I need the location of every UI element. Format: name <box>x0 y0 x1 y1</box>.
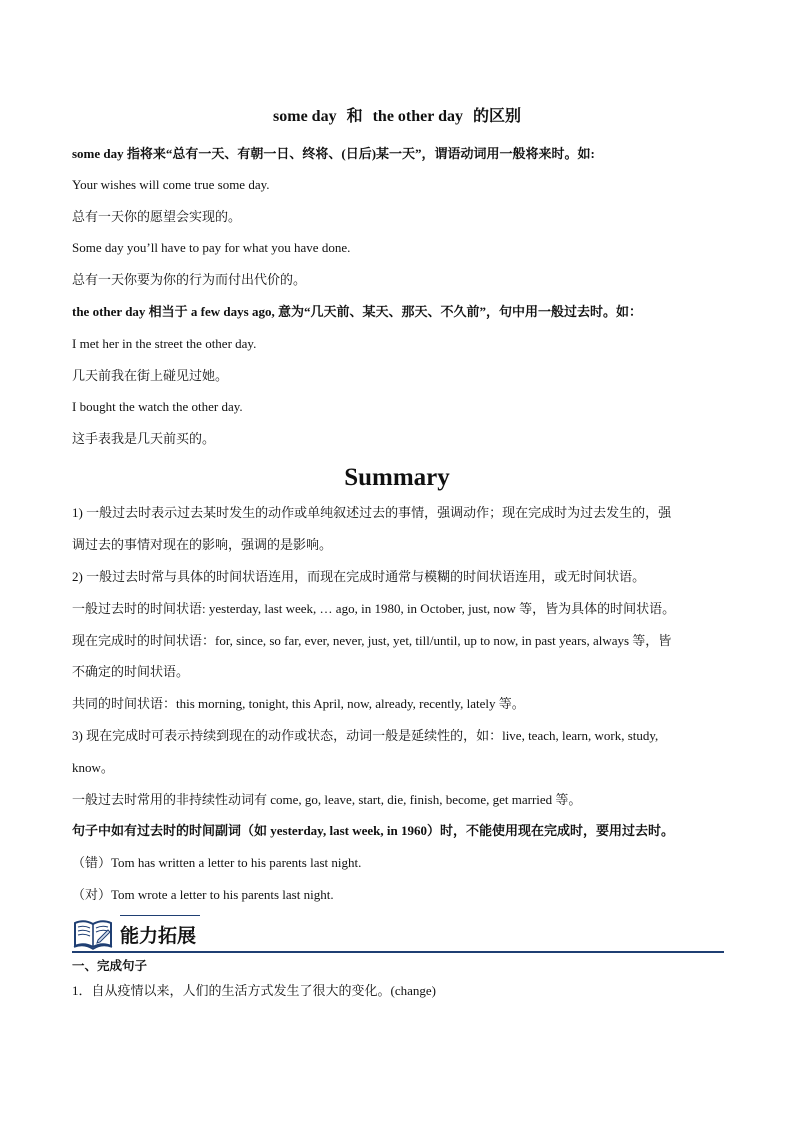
section-bottom-rule <box>72 951 724 953</box>
summary-line: 3) 现在完成时可表示持续到现在的动作或状态，动词一般是延续性的，如：live, teach, learn, work, study, <box>72 728 659 743</box>
title-part-2: 和 <box>346 108 363 125</box>
title-part-1: some day <box>273 108 337 125</box>
exercise-question-1: 1．自从疫情以来，人们的生活方式发生了很大的变化。(change) <box>72 983 436 998</box>
title-part-3: the other day <box>372 108 463 125</box>
text-line: the other day 相当于 a few days ago, 意为“几天前、某天、那天、不久前”，句中用一般过去时。如： <box>72 304 642 319</box>
text-line: some day 指将来“总有一天、有朝一日、终将、(日后)某一天”，谓语动词用一般将来时。如: <box>72 146 595 161</box>
summary-line: 2) 一般过去时常与具体的时间状语连用，而现在完成时通常与模糊的时间状语连用，或无时间状语。 <box>72 569 646 584</box>
text-line: 总有一天你要为你的行为而付出代价的。 <box>72 272 307 287</box>
text-line: 几天前我在街上碰见过她。 <box>72 368 229 383</box>
summary-line: 现在完成时的时间状语：for, since, so far, ever, never, just, yet, till/until, up to now, in past years, always 等，皆 <box>72 633 672 648</box>
section-title: 能力拓展 <box>120 925 197 947</box>
title-part-4: 的区别 <box>472 108 521 125</box>
text-line: Your wishes will come true some day. <box>72 177 270 192</box>
page-title <box>0 106 794 128</box>
summary-line: 不确定的时间状语。 <box>72 664 190 679</box>
summary-line: （对）Tom wrote a letter to his parents last night. <box>72 887 334 902</box>
text-line: Some day you’ll have to pay for what you have done. <box>72 240 351 255</box>
summary-line: 1) 一般过去时表示过去某时发生的动作或单纯叙述过去的事情，强调动作；现在完成时为过去发生的，强 <box>72 505 672 520</box>
summary-line: 共同的时间状语：this morning, tonight, this April, now, already, recently, lately 等。 <box>72 696 525 711</box>
exercise-heading: 一、完成句子 <box>72 958 148 973</box>
summary-line: 一般过去时常用的非持续性动词有 come, go, leave, start, die, finish, become, get married 等。 <box>72 792 582 807</box>
text-line: 这手表我是几天前买的。 <box>72 431 216 446</box>
book-icon <box>72 916 114 950</box>
section-header <box>72 913 724 953</box>
summary-line: 句子中如有过去时的时间副词（如 yesterday, last week, in 1960）时，不能使用现在完成时，要用过去时。 <box>72 823 674 838</box>
summary-line: （错）Tom has written a letter to his parents last night. <box>72 855 362 870</box>
summary-line: 一般过去时的时间状语: yesterday, last week, … ago, in 1980, in October, just, now 等，皆为具体的时间状语。 <box>72 601 676 616</box>
text-line: 总有一天你的愿望会实现的。 <box>72 209 242 224</box>
text-line: I bought the watch the other day. <box>72 399 243 414</box>
summary-line: know。 <box>72 760 114 775</box>
summary-line: 调过去的事情对现在的影响，强调的是影响。 <box>72 537 333 552</box>
text-line: I met her in the street the other day. <box>72 336 257 351</box>
section-top-rule <box>120 915 200 916</box>
summary-title: Summary <box>344 464 450 491</box>
